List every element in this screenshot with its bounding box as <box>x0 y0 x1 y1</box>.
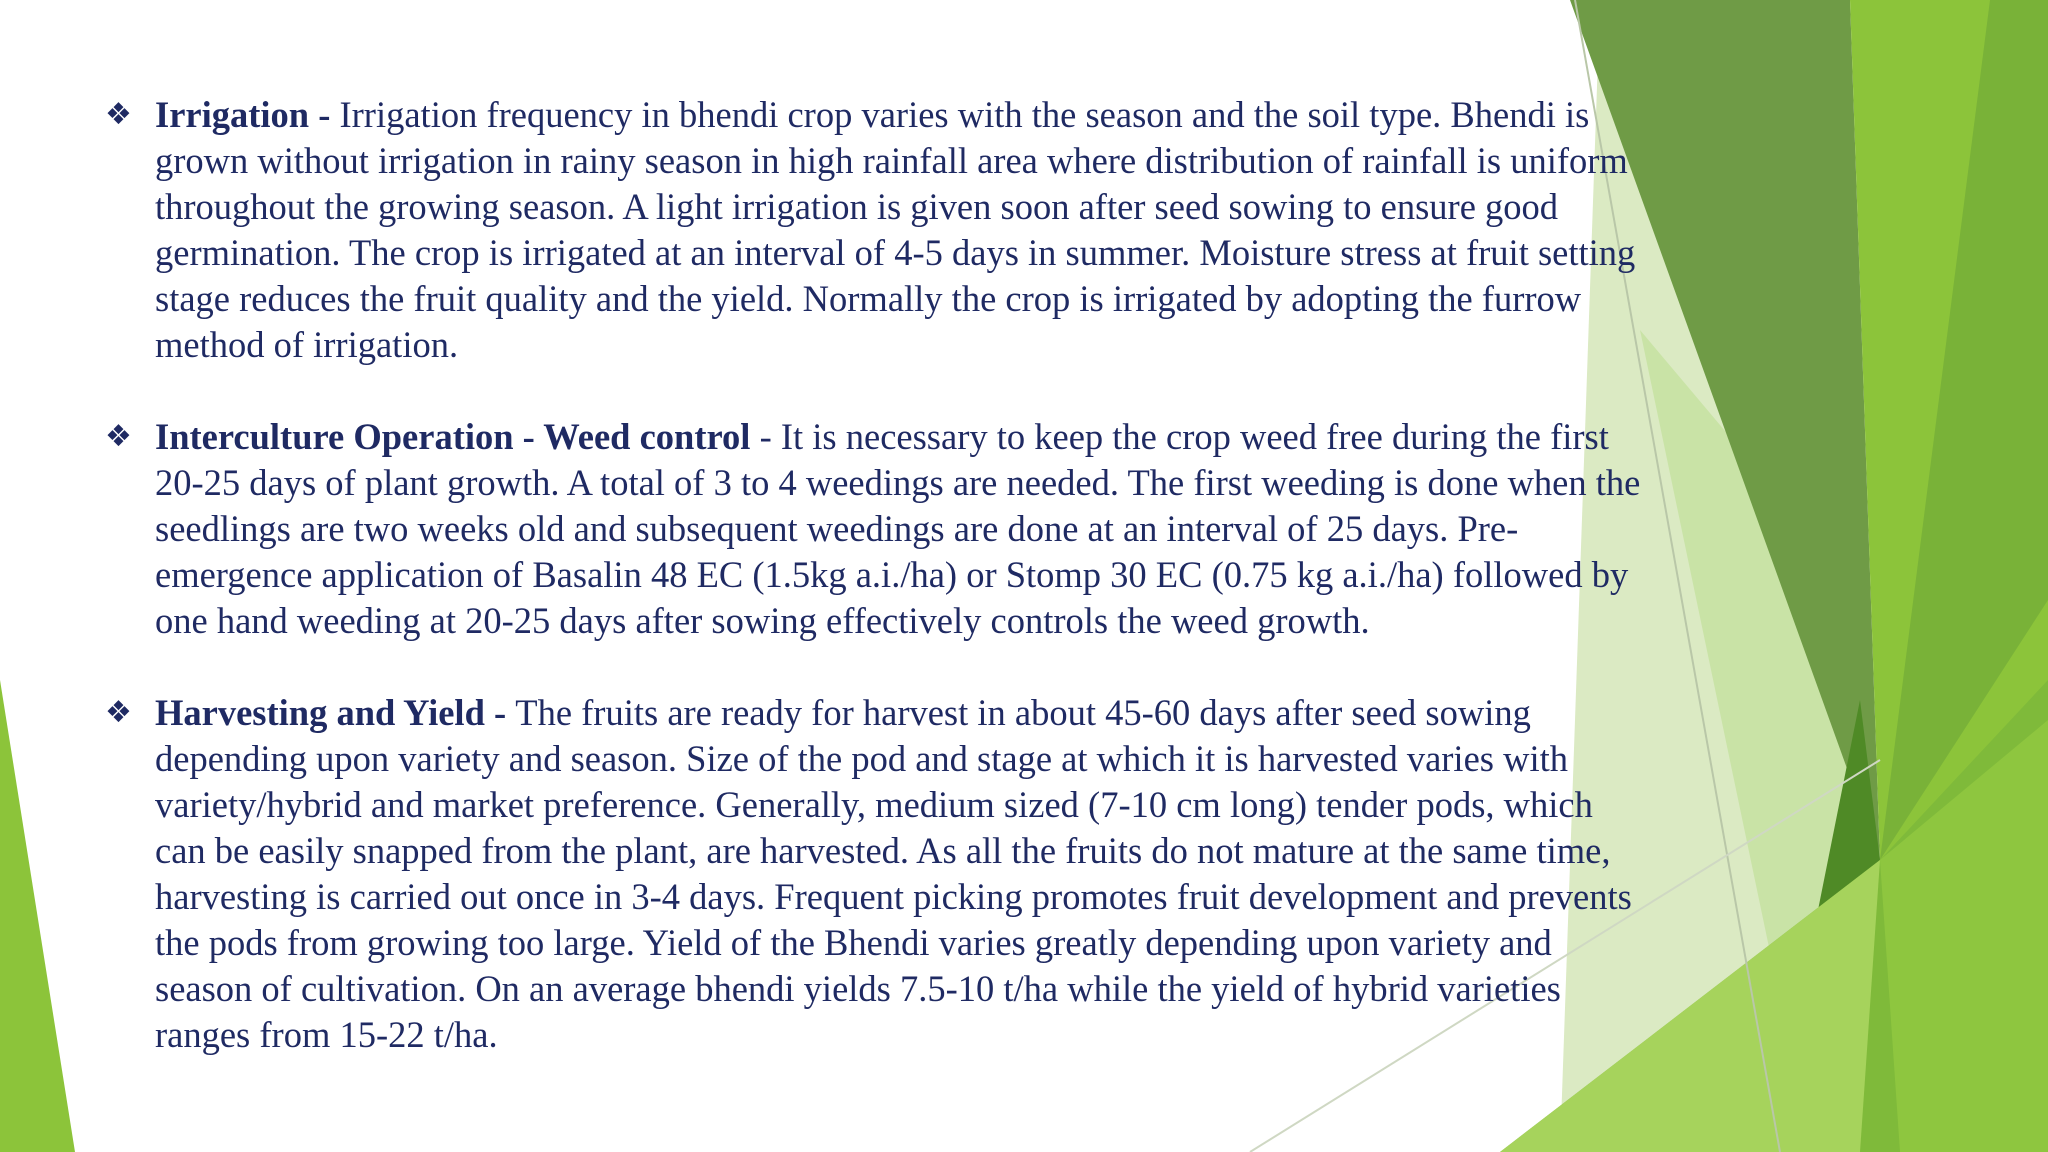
section-text: The fruits are ready for harvest in about 45-60 days after seed sowing depending upon variety and season. Size of the pod and stage at which it is harvested varies with variety/hybrid and market preference. Generally, medium sized (7-10 cm long) tender pods, which can be easily snapped from the plant, are harvested. As all the fruits do not mature at the same time, harvesting is carried out once in 3-4 days. Frequent picking promotes fruit development and prevents the pods from growing too large. Yield of the Bhendi varies greatly depending upon variety and season of cultivation. On an average bhendi yields 7.5-10 t/ha while the yield of hybrid varieties ranges from 15-22 t/ha. <box>155 692 1632 1055</box>
bullet-irrigation <box>105 92 1650 368</box>
bullet-list <box>105 92 1650 1058</box>
bullet-harvesting <box>105 690 1650 1058</box>
diamond-bullet-icon: ❖ <box>105 419 132 454</box>
section-text: Irrigation frequency in bhendi crop varies with the season and the soil type. Bhendi is grown without irrigation in rainy season in high rainfall area where distribution of rainfall is uniform throughout the growing season. A light irrigation is given soon after seed sowing to ensure good germination. The crop is irrigated at an interval of 4-5 days in summer. Moisture stress at fruit setting stage reduces the fruit quality and the yield. Normally the crop is irrigated by adopting the furrow method of irrigation. <box>155 94 1636 365</box>
section-heading: Interculture Operation - Weed control <box>155 416 751 457</box>
section-text: - It is necessary to keep the crop weed free during the first 20-25 days of plant growth. A total of 3 to 4 weedings are needed. The first weeding is done when the seedlings are two weeks old and subsequent weedings are done at an interval of 25 days. Pre-emergence application of Basalin 48 EC (1.5kg a.i./ha) or Stomp 30 EC (0.75 kg a.i./ha) followed by one hand weeding at 20-25 days after sowing effectively controls the weed growth. <box>155 416 1641 641</box>
section-heading: Irrigation - <box>155 94 340 135</box>
diamond-bullet-icon: ❖ <box>105 97 132 132</box>
left-green-shape <box>0 680 75 1152</box>
bullet-interculture <box>105 414 1650 644</box>
diamond-bullet-icon: ❖ <box>105 695 132 730</box>
section-heading: Harvesting and Yield - <box>155 692 516 733</box>
